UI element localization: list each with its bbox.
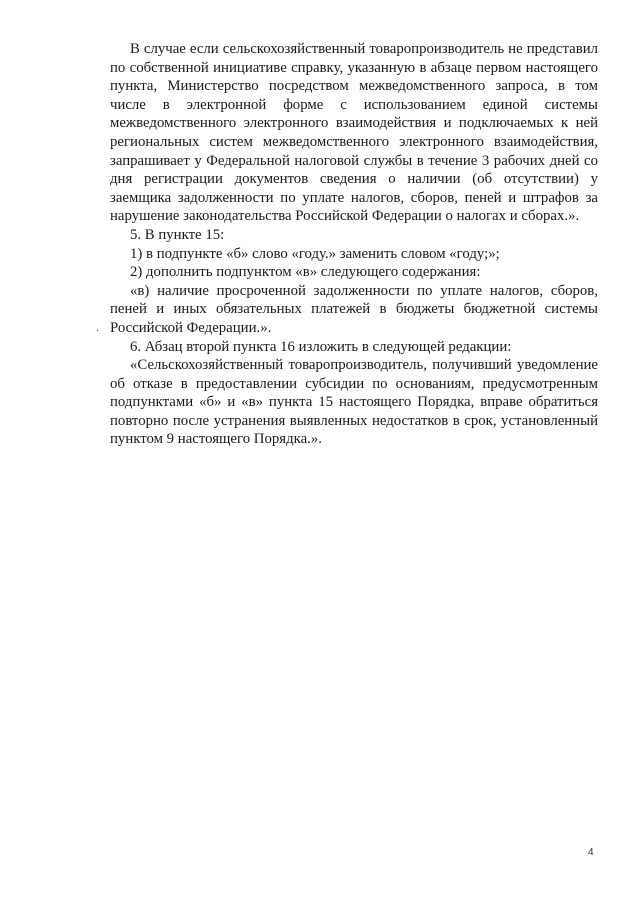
stray-mark: . <box>96 320 99 334</box>
paragraph-item-5: 5. В пункте 15: <box>130 226 225 243</box>
document-body <box>110 40 598 449</box>
paragraph-new-wording: «Сельскохозяйственный товаропроизводитель, получивший уведомление об отказе в предоставлении субсидии по основаниям, предусмотренным подпунктами «б» и «в» пункта 15 настоящего Порядка, вправе обратиться повторно после устранения выявленных недостатков в срок, установленный пунктом 9 настоящего Порядка.». <box>110 357 598 448</box>
paragraph-subitem-v: «в) наличие просроченной задолженности по уплате налогов, сборов, пеней и иных обязательных платежей в бюджеты бюджетной системы Российской Федерации.». <box>110 282 598 336</box>
paragraph-subitem-2: 2) дополнить подпунктом «в» следующего содержания: <box>130 264 481 281</box>
paragraph-item-6: 6. Абзац второй пункта 16 изложить в следующей редакции: <box>130 338 512 355</box>
paragraph-subitem-1: 1) в подпункте «б» слово «году.» заменить словом «году;»; <box>130 245 500 262</box>
paragraph-inquiry: В случае если сельскохозяйственный товаропроизводитель не представил по собственной инициативе справку, указанную в абзаце первом настоящего пункта, Министерство посредством межведомственного запроса, в том числе в электронной форме с использованием единой системы межведомственного электронного взаимодействия и подключаемых к ней региональных систем межведомственного электронного взаимодействия, запрашивает у Федеральной налоговой службы в течение 3 рабочих дней со дня регистрации документов сведения о наличии (об отсутствии) у заемщика задолженности по уплате налогов, сборов, пеней и штрафов за нарушение законодательства Российской Федерации о налогах и сборах.». <box>110 41 598 225</box>
page-number: 4 <box>588 847 594 858</box>
